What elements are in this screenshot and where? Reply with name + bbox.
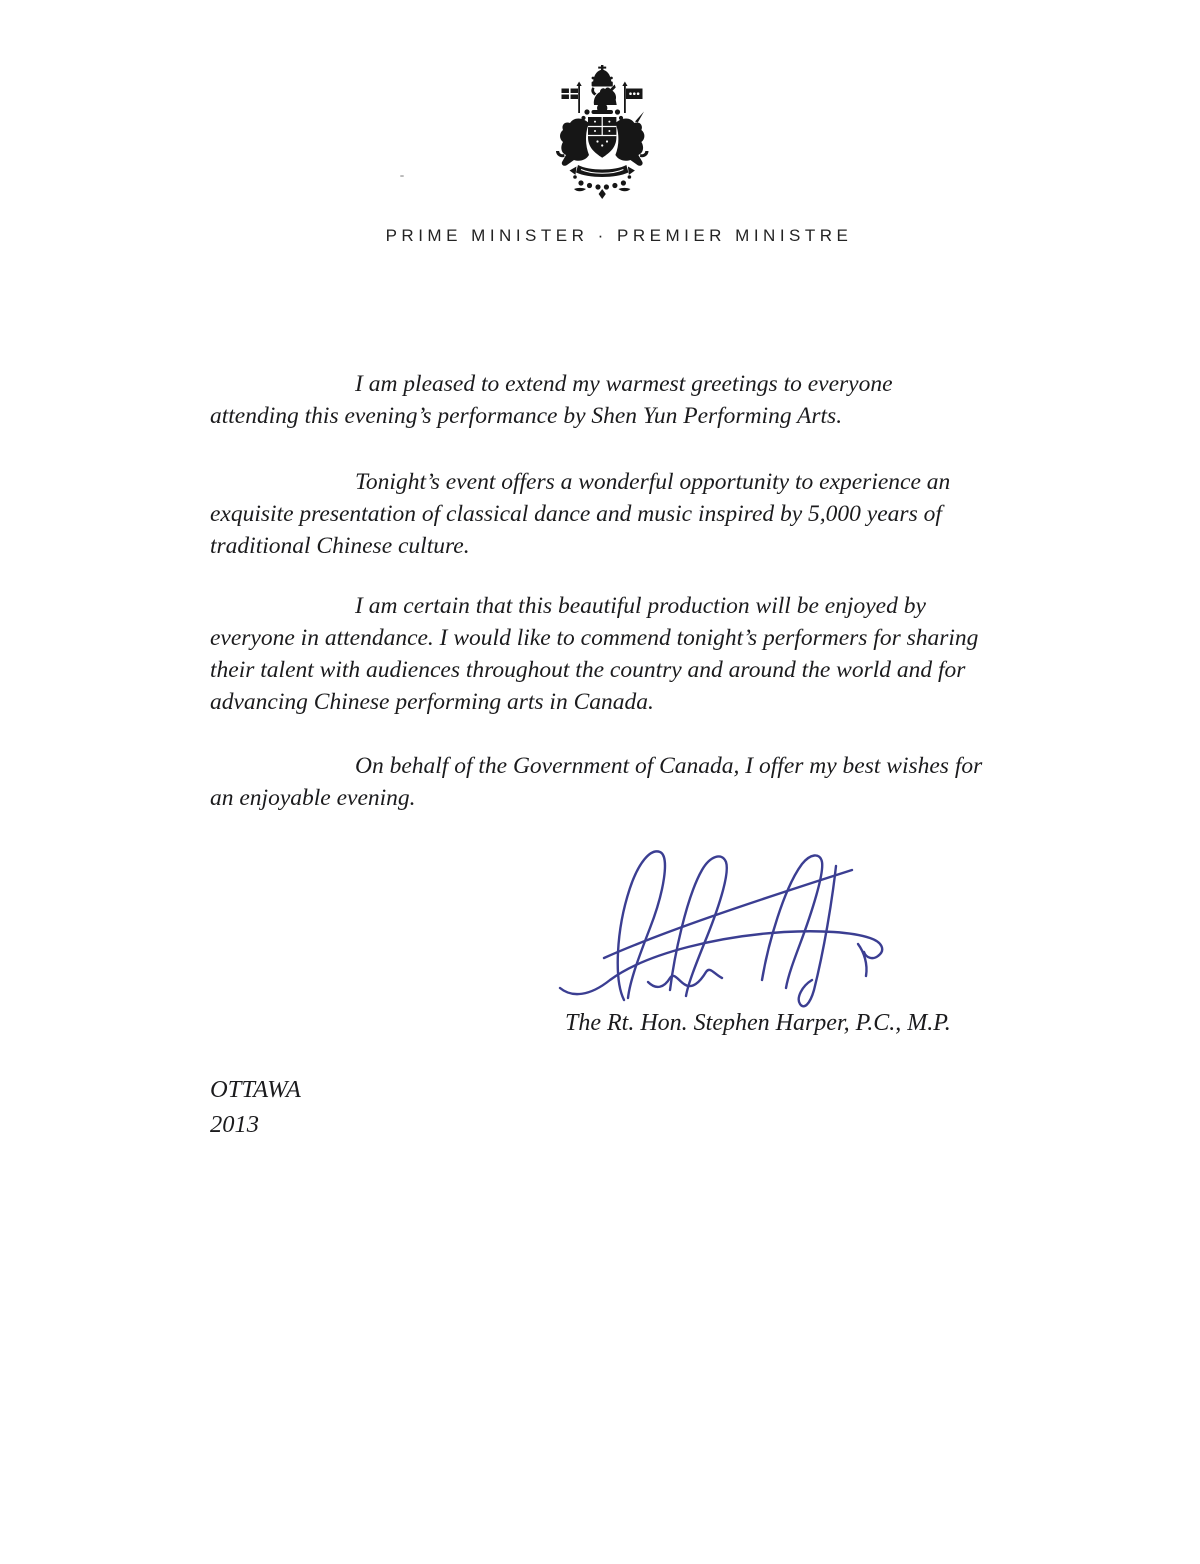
paragraph-line: I am pleased to extend my warmest greetings to everyone [355,371,893,397]
paragraph-line: their talent with audiences throughout the country and around the world and for [210,657,966,683]
signature-strokes [560,851,882,1006]
paragraph-line: everyone in attendance. I would like to commend tonight’s performers for sharing [210,625,979,651]
letterhead-title: PRIME MINISTER · PREMIER MINISTRE [385,226,853,245]
paragraph-line: an enjoyable evening. [210,785,416,811]
paragraph-line: On behalf of the Government of Canada, I offer my best wishes for [355,753,983,779]
place-line: OTTAWA [210,1076,301,1103]
stephen-harper-signature-icon [552,840,897,1012]
paragraph-line: Tonight’s event offers a wonderful opportunity to experience an [355,469,951,495]
canada-coat-of-arms-icon [548,64,656,204]
paragraph-4 [210,750,1030,814]
paragraph-line: exquisite presentation of classical dance and music inspired by 5,000 years of [210,501,942,527]
year-line: 2013 [210,1111,259,1138]
paragraph-line: traditional Chinese culture. [210,533,470,559]
paragraph-line: advancing Chinese performing arts in Canada. [210,689,654,715]
place-block [210,1072,301,1142]
paragraph-1 [210,368,1030,432]
signatory-name: The Rt. Hon. Stephen Harper, P.C., M.P. [565,1010,951,1036]
paragraph-line: I am certain that this beautiful production will be enjoyed by [355,593,926,619]
paragraph-line: attending this evening’s performance by Shen Yun Performing Arts. [210,403,843,429]
paragraph-2 [210,466,1030,562]
paragraph-3 [210,590,1030,718]
scan-speck [400,175,404,177]
